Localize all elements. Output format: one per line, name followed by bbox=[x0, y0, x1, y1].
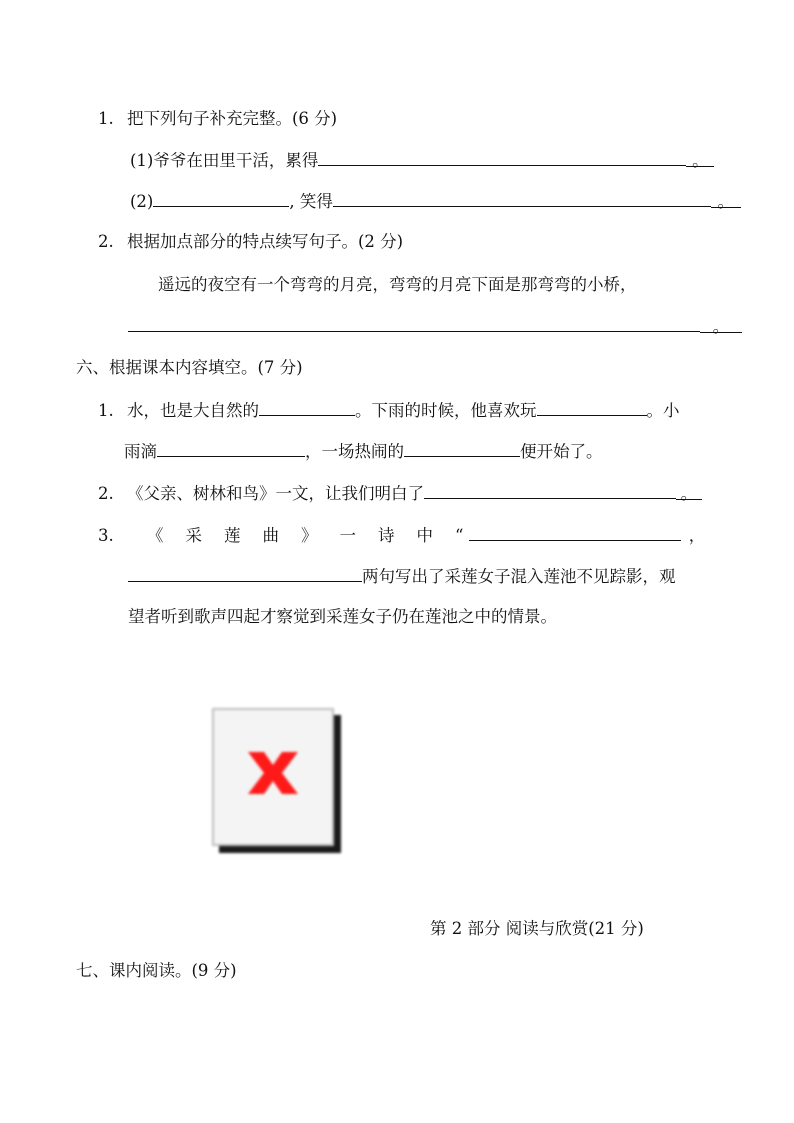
answer-blank[interactable] bbox=[424, 482, 676, 499]
answer-blank[interactable] bbox=[333, 190, 711, 207]
sub2-end: 。 bbox=[711, 191, 741, 208]
question-text: 根据加点部分的特点续写句子。(2 分) bbox=[127, 232, 404, 251]
q5-item1 bbox=[98, 108, 337, 130]
text: 两句写出了采莲女子混入莲池不见踪影，观 bbox=[362, 567, 676, 586]
char: “ bbox=[455, 526, 464, 545]
text-b: ，一场热闹的 bbox=[305, 442, 404, 461]
section7-heading: 七、课内阅读。(9 分) bbox=[76, 961, 237, 980]
title-spread bbox=[147, 526, 469, 545]
q6-item3-line2 bbox=[128, 565, 676, 588]
answer-blank[interactable] bbox=[153, 190, 289, 207]
text-c: 便开始了。 bbox=[520, 442, 603, 461]
question-text: 把下列句子补充完整。(6 分) bbox=[127, 109, 338, 128]
char: 莲 bbox=[224, 526, 241, 545]
char: 》 bbox=[301, 526, 318, 545]
q6-item3-line1 bbox=[98, 524, 718, 547]
answer-blank[interactable] bbox=[404, 440, 520, 457]
item-number: 1. bbox=[98, 401, 114, 420]
char: 一 bbox=[339, 526, 356, 545]
comma: ， bbox=[688, 526, 706, 545]
item-number: 3. bbox=[98, 526, 114, 545]
sub1-end: 。 bbox=[686, 150, 714, 167]
section6-heading: 六、根据课本内容填空。(7 分) bbox=[76, 358, 303, 377]
q5-item2-answer-line bbox=[128, 315, 742, 338]
q5-sub2 bbox=[130, 190, 741, 213]
answer-blank[interactable] bbox=[469, 524, 681, 541]
sub2-prefix: (2) bbox=[130, 192, 154, 211]
broken-image bbox=[212, 708, 340, 852]
answer-blank[interactable] bbox=[128, 315, 700, 332]
text-c: 。小 bbox=[646, 401, 680, 420]
q5-item2 bbox=[98, 231, 403, 253]
answer-blank[interactable] bbox=[318, 149, 686, 166]
q6-item1-line2 bbox=[124, 440, 603, 463]
answer-blank[interactable] bbox=[128, 565, 362, 582]
answer-blank[interactable] bbox=[537, 399, 647, 416]
char: 中 bbox=[416, 526, 433, 545]
item2-end: 。 bbox=[700, 316, 742, 333]
sub2-mid: , 笑得 bbox=[289, 192, 333, 211]
q6-item3-line3: 望者听到歌声四起才察觉到采莲女子仍在莲池之中的情景。 bbox=[128, 607, 557, 626]
part2-title: 第 2 部分 阅读与欣赏(21 分) bbox=[430, 919, 644, 938]
answer-blank[interactable] bbox=[157, 440, 305, 457]
item-number: 2. bbox=[98, 232, 114, 251]
broken-image-icon bbox=[242, 748, 304, 798]
sub1-prefix: (1)爷爷在田里干活，累得 bbox=[130, 151, 319, 170]
q6-item2 bbox=[98, 482, 702, 505]
answer-blank[interactable] bbox=[259, 399, 355, 416]
char: 曲 bbox=[262, 526, 279, 545]
text-a: 水，也是大自然的 bbox=[127, 401, 259, 420]
item2-end: 。 bbox=[676, 483, 702, 500]
char: 采 bbox=[185, 526, 202, 545]
text-a: 雨滴 bbox=[124, 442, 157, 461]
text-b: 。下雨的时候，他喜欢玩 bbox=[355, 401, 537, 420]
char: 诗 bbox=[378, 526, 395, 545]
question-text: 《父亲、树林和鸟》一文，让我们明白了 bbox=[127, 484, 424, 503]
char: 《 bbox=[147, 526, 164, 545]
q6-item1-line1 bbox=[98, 399, 680, 422]
q5-item2-sentence: 遥远的夜空有一个弯弯的月亮，弯弯的月亮下面是那弯弯的小桥， bbox=[158, 275, 637, 294]
item-number: 1. bbox=[98, 109, 114, 128]
item-number: 2. bbox=[98, 484, 114, 503]
q5-sub1 bbox=[130, 149, 714, 172]
